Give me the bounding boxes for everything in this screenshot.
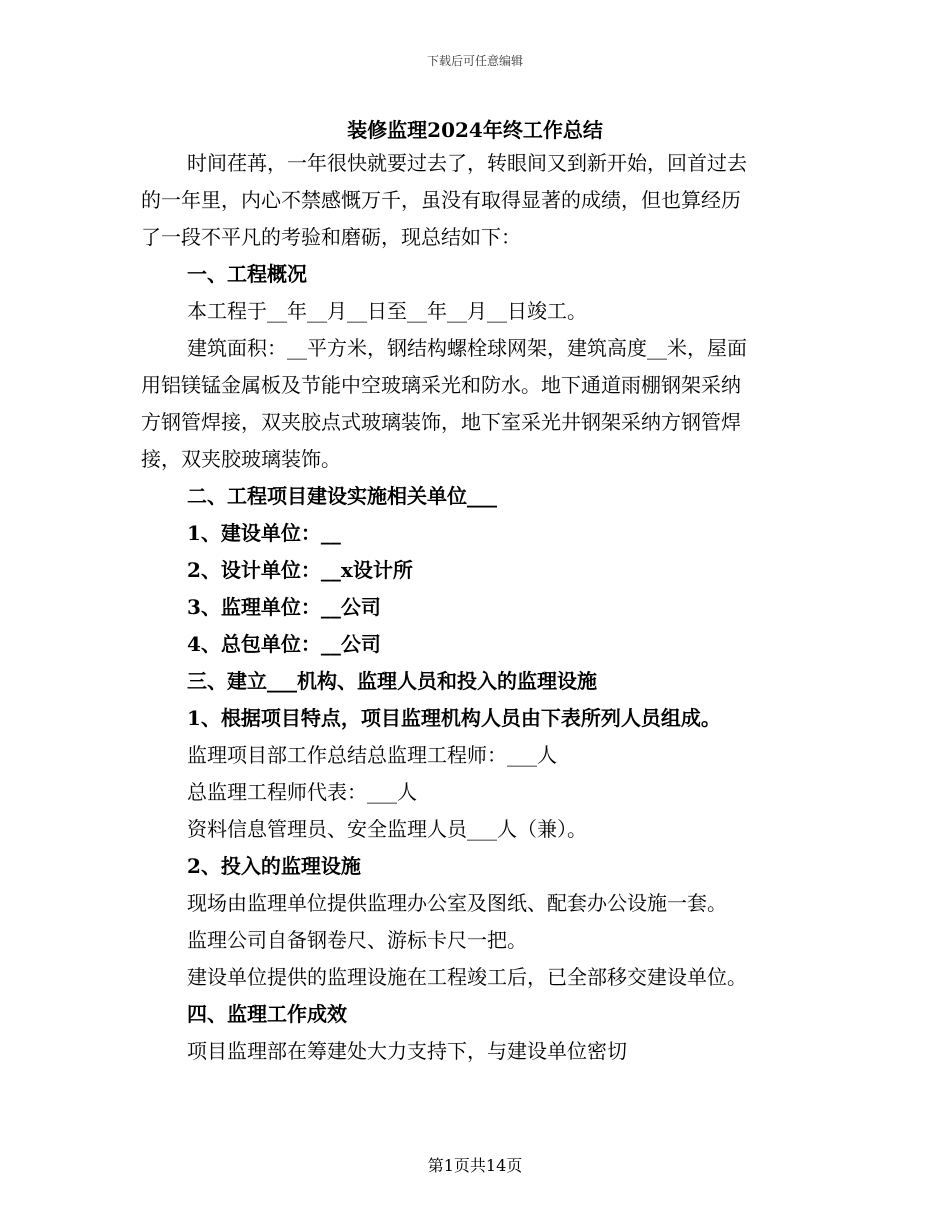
- paragraph-line: 接，双夹胶玻璃装饰。: [141, 447, 341, 471]
- paragraph-line: 的一年里，内心不禁感慨万千，虽没有取得显著的成绩，但也算经历: [141, 188, 741, 212]
- section-heading: 3、监理单位：__公司: [187, 595, 381, 619]
- section-heading: 2、设计单位：__x设计所: [187, 558, 413, 582]
- section-heading: 二、工程项目建设实施相关单位___: [187, 484, 497, 508]
- paragraph-line: 建设单位提供的监理设施在工程竣工后，已全部移交建设单位。: [187, 965, 747, 989]
- paragraph-line: 方钢管焊接，双夹胶点式玻璃装饰，地下室采光井钢架采纳方钢管焊: [141, 410, 741, 434]
- paragraph-line: 时间荏苒，一年很快就要过去了，转眼间又到新开始，回首过去: [187, 151, 747, 175]
- paragraph-line: 监理项目部工作总结总监理工程师：___人: [187, 743, 557, 767]
- page-title: 装修监理2024年终工作总结: [347, 118, 603, 142]
- paragraph-line: 项目监理部在筹建处大力支持下，与建设单位密切: [187, 1039, 627, 1063]
- header-note: 下载后可任意编辑: [426, 54, 523, 68]
- section-heading: 1、建设单位：__: [187, 521, 341, 545]
- section-heading: 三、建立___机构、监理人员和投入的监理设施: [187, 669, 597, 693]
- paragraph-line: 本工程于__年__月__日至__年__月__日竣工。: [187, 299, 587, 323]
- paragraph-line: 用铝镁锰金属板及节能中空玻璃采光和防水。地下通道雨棚钢架采纳: [141, 373, 741, 397]
- page-footer: 第1页共14页: [427, 1156, 523, 1175]
- section-heading: 4、总包单位：__公司: [187, 632, 381, 656]
- section-heading: 一、工程概况: [187, 262, 307, 286]
- section-heading: 2、投入的监理设施: [187, 854, 361, 878]
- paragraph-line: 资料信息管理员、安全监理人员___人（兼）。: [187, 817, 587, 841]
- paragraph-line: 监理公司自备钢卷尺、游标卡尺一把。: [187, 928, 527, 952]
- paragraph-line: 总监理工程师代表：___人: [187, 780, 417, 804]
- section-heading: 1、根据项目特点，项目监理机构人员由下表所列人员组成。: [187, 706, 721, 730]
- paragraph-line: 了一段不平凡的考验和磨砺，现总结如下：: [141, 225, 521, 249]
- paragraph-line: 现场由监理单位提供监理办公室及图纸、配套办公设施一套。: [187, 891, 727, 915]
- section-heading: 四、监理工作成效: [187, 1002, 347, 1026]
- document-body: [141, 145, 811, 1070]
- paragraph-line: 建筑面积：__平方米，钢结构螺栓球网架，建筑高度__米，屋面: [187, 336, 747, 360]
